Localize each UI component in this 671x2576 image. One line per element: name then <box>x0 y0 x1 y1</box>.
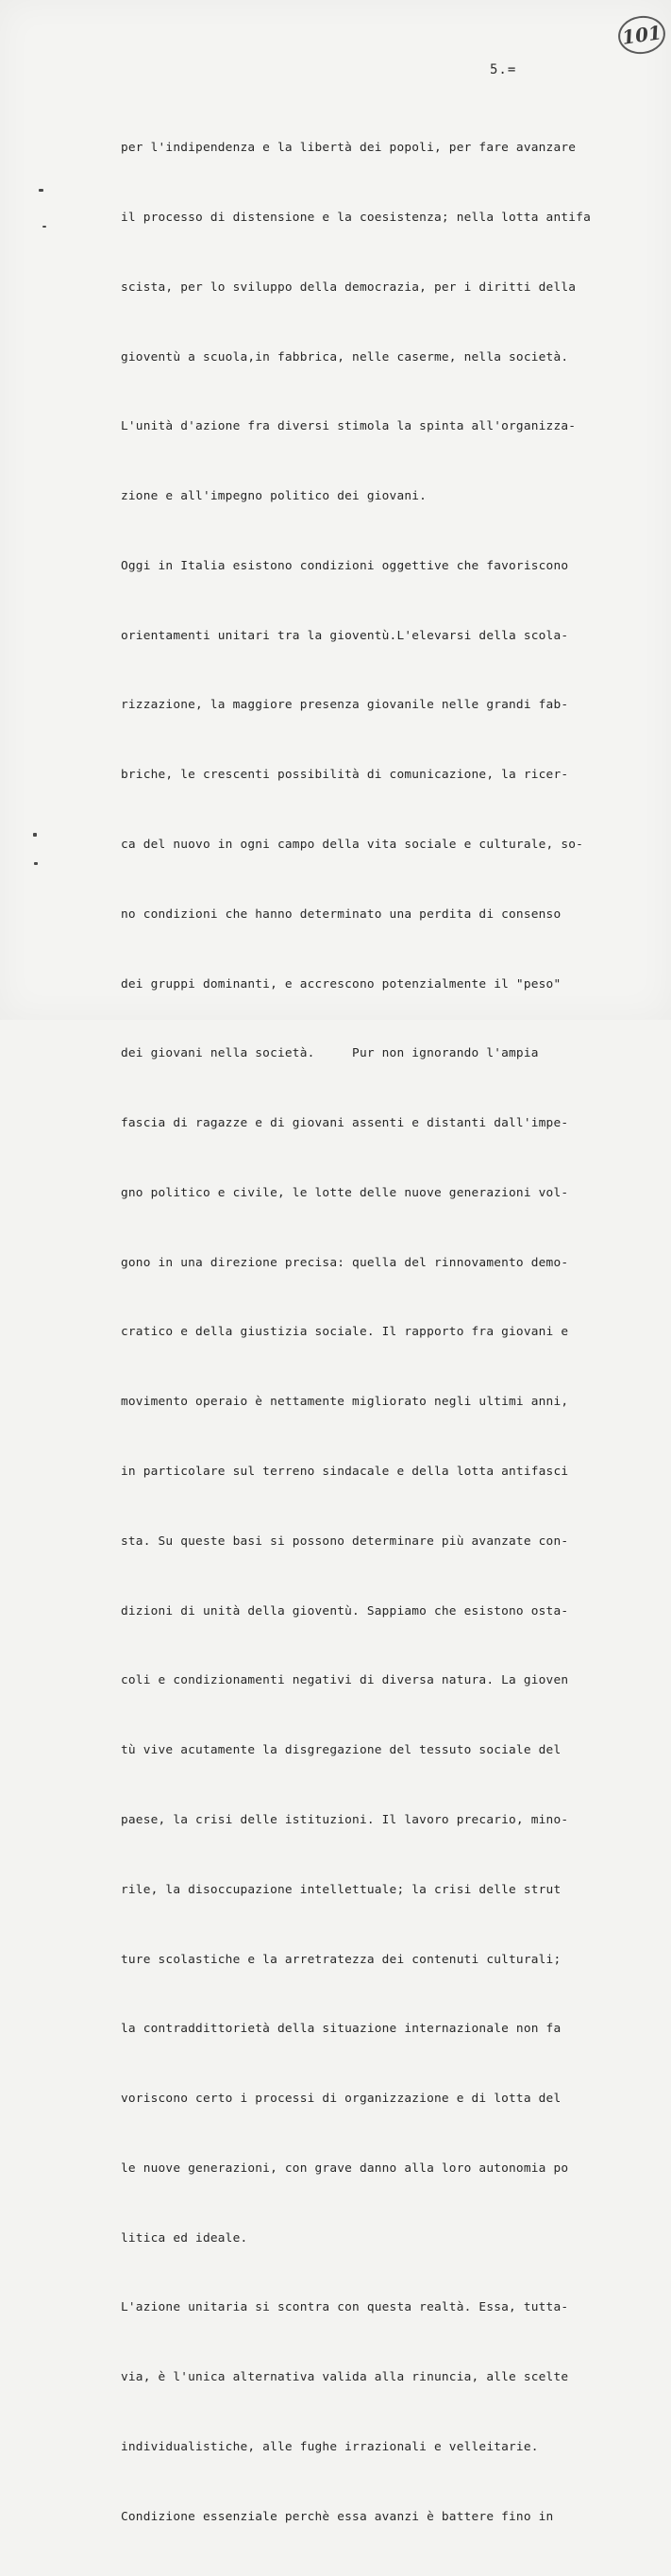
text-line: la contraddittorietà della situazione internazionale non fa <box>121 2022 562 2037</box>
text-line: cratico e della giustizia sociale. Il rapporto fra giovani e <box>121 1325 569 1340</box>
text-line: gno politico e civile, le lotte delle nuove generazioni vol- <box>121 1185 569 1200</box>
text-line: sta. Su queste basi si possono determinare più avanzate con- <box>121 1534 569 1549</box>
text-line: Oggi in Italia esistono condizioni oggettive che favoriscono <box>121 558 569 573</box>
text-line: rizzazione, la maggiore presenza giovanile nelle grandi fab- <box>121 698 569 713</box>
text-line: tù vive acutamente la disgregazione del tessuto sociale del <box>121 1743 562 1758</box>
margin-mark <box>42 226 46 228</box>
text-line: paese, la crisi delle istituzioni. Il lavoro precario, mino- <box>121 1812 569 1827</box>
text-line: movimento operaio è nettamente migliorato negli ultimi anni, <box>121 1395 569 1410</box>
margin-mark <box>34 862 38 865</box>
text-line: ture scolastiche e la arretratezza dei contenuti culturali; <box>121 1952 562 1967</box>
text-line: via, è l'unica alternativa valida alla rinuncia, alle scelte <box>121 2370 569 2385</box>
text-line: in particolare sul terreno sindacale e della lotta antifasci <box>121 1465 569 1480</box>
text-line: il processo di distensione e la coesistenza; nella lotta antifa <box>121 210 591 225</box>
text-line: per l'indipendenza e la libertà dei popoli, per fare avanzare <box>121 141 577 156</box>
text-line: L'azione unitaria si scontra con questa realtà. Essa, tutta- <box>121 2300 569 2315</box>
text-line: gono in una direzione precisa: quella del rinnovamento demo- <box>121 1255 569 1270</box>
text-line: ca del nuovo in ogni campo della vita sociale e culturale, so- <box>121 838 584 852</box>
text-line: le nuove generazioni, con grave danno alla loro autonomia po <box>121 2161 569 2176</box>
margin-mark <box>33 833 37 837</box>
text-line: no condizioni che hanno determinato una perdita di consenso <box>121 907 562 922</box>
text-line: Condizione essenziale perchè essa avanzi è battere fino in <box>121 2509 554 2524</box>
text-line: coli e condizionamenti negativi di diversa natura. La gioven <box>121 1673 569 1688</box>
margin-mark <box>39 189 43 192</box>
text-line: fascia di ragazze e di giovani assenti e distanti dall'impe- <box>121 1116 569 1131</box>
stamp-number: 101 <box>620 21 663 49</box>
text-line: briche, le crescenti possibilità di comunicazione, la ricer- <box>121 768 569 783</box>
body-text <box>121 91 612 2576</box>
text-line: rile, la disoccupazione intellettuale; la crisi delle strut <box>121 1882 562 1897</box>
text-line: gioventù a scuola,in fabbrica, nelle caserme, nella società. <box>121 349 569 364</box>
text-line: scista, per lo sviluppo della democrazia, per i diritti della <box>121 280 577 295</box>
page-number: 5.= <box>490 62 517 77</box>
text-line: individualistiche, alle fughe irrazionali e velleitarie. <box>121 2439 539 2454</box>
text-line: dizioni di unità della gioventù. Sappiamo che esistono osta- <box>121 1603 569 1618</box>
text-line: zione e all'impegno politico dei giovani. <box>121 489 428 504</box>
text-line: dei giovani nella società. Pur non ignorando l'ampia <box>121 1046 539 1061</box>
text-line: orientamenti unitari tra la gioventù.L'elevarsi della scola- <box>121 628 569 643</box>
text-line: litica ed ideale. <box>121 2230 248 2246</box>
text-line: voriscono certo i processi di organizzazione e di lotta del <box>121 2092 562 2107</box>
text-line: dei gruppi dominanti, e accrescono potenzialmente il "peso" <box>121 976 562 991</box>
text-line: L'unità d'azione fra diversi stimola la spinta all'organizza- <box>121 419 577 434</box>
page-stamp <box>615 13 667 58</box>
